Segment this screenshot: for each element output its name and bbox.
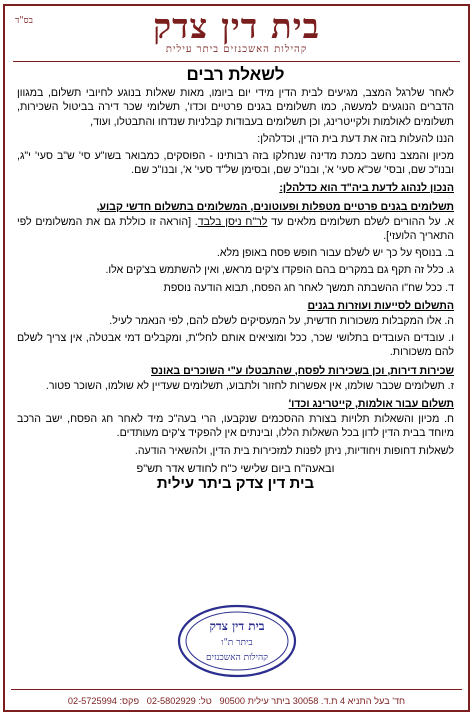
section-heading-assistants: התשלום לסייעות ועוזרות בגנים — [307, 299, 454, 312]
section-heading-rentals: שכירות דירות, וכן בשכירות לפסח, שהתבטלו ע"י השוכרים באונס — [151, 364, 454, 377]
signature-name: בית דין צדק ביתר עילית — [156, 475, 315, 493]
header-divider — [13, 61, 460, 62]
clause-v: ו. עובדים העובדים בתלושי שכר, ככל ומוציאים אותם לחל"ת, ומקבלים דמי אבטלה, אין צריך לשלם להם משכורות. — [17, 332, 454, 359]
signoff-line: ובאעה"ח ביום שלישי כ"ח לחודש אדר תש"פ — [136, 462, 335, 475]
section-heading-gardens: תשלומים בגנים פרטיים מטפלות ופעוטונים, המשלומים בתשלום חדשי קבוע, — [96, 200, 454, 213]
stamp-middle-text: ביתר ת"ו — [220, 638, 253, 648]
stamp-seal — [176, 603, 298, 679]
section-heading-halls: תשלום עבור אולמות, קייטרינג וכדו' — [288, 398, 454, 411]
intro-paragraph: לאחר שלרגל המצב, מגיעים לבית הדין מידי יום ביומו, מאות שאלות בנוגע לחיובי תשלום, במגוון הדברים הנוגעים למעשה, כמו תשלומים בגנים פרטיים וכדו', תשלומי שכר דירה בביטול השכירות, תשלומים לאולמות ולקייטרינג, וכן תשלומים בעבודות קבלניות שנדחו והתבטלו, ועוד, — [17, 87, 454, 128]
letterhead — [5, 8, 468, 55]
footer-contact — [5, 696, 468, 706]
clause-a-tail: . [הוראה זו כוללת גם את המשלומים לפי התאריך הלועזי]. — [17, 215, 454, 243]
bsd-mark: בס"ד — [15, 16, 33, 26]
letterhead-subtitle: קהילות האשכנזים ביתר עילית — [165, 44, 308, 55]
section-heading: הנכון לנהוג לדעת ביה"ד הוא כדלהלן: — [279, 182, 454, 195]
footer-divider — [11, 689, 462, 690]
clause-a-text: א. על ההורים לשלם תשלומים מלאים עד — [267, 215, 454, 228]
clause-h: ה. אלו המקבלות משכורות חדשית, על המעסיקים לשלם להם, לפי הנאמר לעיל. — [109, 315, 454, 328]
court-stamp — [176, 603, 298, 683]
footer-phone: טל: 02-5802929 — [146, 696, 212, 706]
clause-d: ד. ככל שח"ו ההשבתה תמשך לאחר חג הפסח, תבוא הודעה נוספת — [163, 281, 454, 294]
stamp-bottom-text: קהילות האשכנזים — [205, 653, 268, 663]
notice-heading: לשאלת רבים — [186, 65, 285, 84]
footer-fax: פקס: 02-5725994 — [67, 696, 140, 706]
clause-a-underlined: לר"ח ניסן בלבד — [197, 215, 268, 228]
notice-body — [5, 65, 468, 493]
clause-a — [17, 215, 454, 243]
footer-address: חד' בעל התניא 4 ת.ד. 30058 ביתר עילית 90500 — [219, 696, 406, 706]
letterhead-title: בית דין צדק — [152, 7, 320, 47]
clause-b: ב. בנוסף על כך יש לשלם עבור חופש פסח באופן מלא. — [216, 247, 454, 260]
urgent-note: לשאלות דחופות ויחודיות, ניתן לפנות למזכירות בית הדין, ולהשאיר הודעה. — [134, 444, 454, 457]
paragraph: הננו להעלות בזה את דעת בית הדין, וכדלהלן: — [257, 132, 454, 145]
document-frame — [3, 4, 470, 712]
clause-z: ז. תשלומים שכבר שולמו, אין אפשרות לחזור ולתבוע, תשלומים שעדיין לא שולמו, השוכר פטור. — [45, 379, 454, 392]
clause-c: ג. כלל זה תקף גם במקרים בהם הופקדו צ'קים מראש, ואין להשתמש בצ'קים אלו. — [105, 264, 454, 277]
paragraph: מכיון והמצב נחשב כמכת מדינה שנחלקו בזה רבותינו - הפוסקים, כמבואר בשו"ע סי' ש"ב סעי' י"ג, ובנו"כ שם, ובסי' שכ"א סעי' א', ובנו"כ שם, ובסימן של"ד סעי' א', ובנו"כ שם. — [17, 150, 454, 177]
clause-ch: ח. מכיון והשאלות תלויות בצורת ההסכמים שנקבעו, הרי בעה"כ מיד לאחר חג הפסח, ישב הרכב מיוחד בבית הדין לדון בכל השאלות הללו, ובינתים אין להפקיד צ'קים מעותדים. — [17, 413, 454, 440]
stamp-top-text: בית דין צדק — [208, 619, 265, 633]
